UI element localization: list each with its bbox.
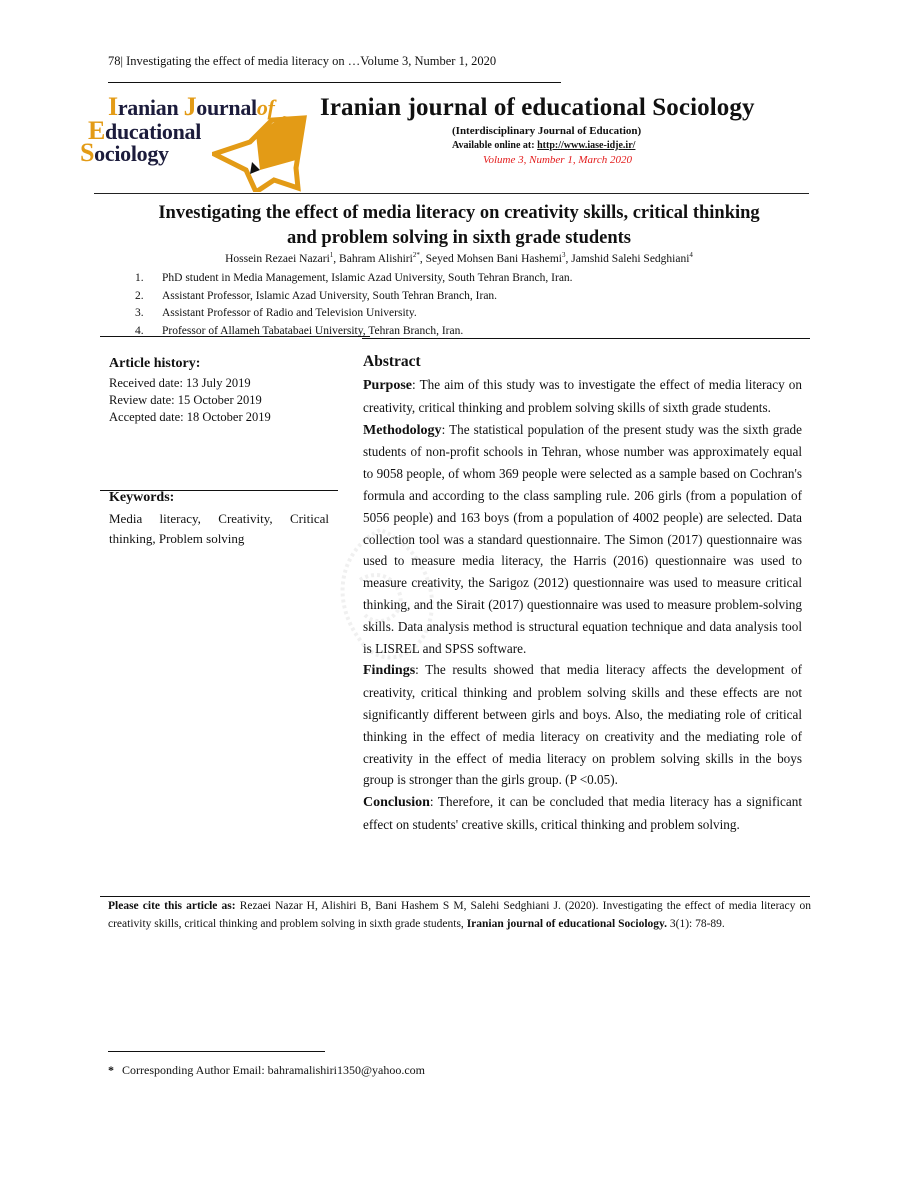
abstract-heading: Abstract (363, 353, 421, 370)
citation-pages: 3(1): 78-89. (667, 917, 725, 930)
affiliation-item (135, 305, 573, 323)
section-label: Findings (363, 663, 416, 679)
logo-text: ducational (105, 119, 202, 144)
author: Seyed Mohsen Bani Hashemi (425, 252, 562, 265)
footnote (108, 1063, 425, 1078)
logo-cap-i: I (108, 92, 118, 121)
section-text: : The results showed that media literacy affects the development of creativity, critical thinking and problem solving skills and these effects are not significantly different between girls and boys. Also, the mediating role of critical thinking in the effect of media literacy on creativity and the mediating role of creativity in the effect of media literacy on problem solving skills in the boys group is stronger than the girls group. (P <0.05). (363, 662, 802, 788)
logo-text: ournal (196, 95, 257, 120)
journal-title: Iranian journal of educational Sociology (320, 94, 755, 121)
affiliation-item (135, 270, 573, 288)
citation-rule (100, 896, 810, 897)
author-list: Hossein Rezaei Nazari$^1$, Bahram Alishiri$^{2*}$, Seyed Mohsen Bani Hashemi$^3$, Jamshid Salehi Sedghiani$^4$ (225, 251, 693, 265)
abstract-conclusion (363, 791, 802, 836)
article-title-line-2: and problem solving in sixth grade students (286, 228, 632, 248)
affiliation-text: PhD student in Media Management, Islamic Azad University, South Tehran Branch, Iran. (162, 272, 573, 284)
citation-label: Please cite this article as: (108, 900, 236, 912)
journal-logo (80, 92, 310, 192)
running-header-text: Investigating the effect of media literacy on …Volume 3, Number 1, 2020 (126, 54, 497, 68)
abstract-purpose (363, 374, 802, 419)
logo-of: of (256, 95, 275, 120)
abstract-methodology (363, 419, 802, 660)
footnote-text: Corresponding Author Email: bahramalishiri1350@yahoo.com (122, 1063, 425, 1077)
affiliation-text: Professor of Allameh Tabatabaei University, Tehran Branch, Iran. (162, 324, 464, 337)
review-date: Review date: 15 October 2019 (109, 393, 262, 407)
logo-text: ranian (117, 95, 184, 120)
accepted-date: Accepted date: 18 October 2019 (109, 410, 271, 424)
logo-cap-e: E (88, 116, 106, 145)
author-sup: 1 (329, 251, 334, 259)
author: Bahram Alishiri (339, 252, 413, 265)
author: Jamshid Salehi Sedghiani (571, 252, 690, 265)
section-text: : The aim of this study was to investigate the effect of media literacy on creativity, critical thinking and problem solving skills of sixth grade students. (363, 377, 802, 415)
author-sup: 4 (689, 251, 693, 259)
affiliation-rule-right (362, 338, 810, 339)
header-rule (108, 82, 561, 83)
affiliation-item (135, 288, 573, 306)
logo-line-3 (80, 138, 169, 168)
logo-cap-j: J (183, 92, 197, 121)
keywords-heading: Keywords: (109, 490, 175, 505)
abstract-findings (363, 659, 802, 791)
section-label: Conclusion (363, 795, 430, 811)
keywords-list: Media literacy, Creativity, Critical thinking, Problem solving (109, 511, 329, 546)
logo-cap-s: S (80, 138, 95, 167)
author-sup: 2* (412, 251, 420, 259)
page-number: 78 (108, 54, 121, 68)
running-header (108, 54, 496, 69)
journal-volume: Volume 3, Number 1, March 2020 (483, 154, 632, 166)
affiliation-number: 2. (135, 289, 144, 302)
article-history-heading: Article history: (109, 356, 201, 371)
article-title-line-1: Investigating the effect of media literacy on creativity skills, critical thinking (158, 203, 760, 223)
footnote-marker: * (108, 1063, 114, 1077)
section-label: Methodology (363, 422, 442, 438)
footnote-rule (108, 1051, 325, 1052)
affiliation-rule-left (100, 336, 370, 337)
received-date: Received date: 13 July 2019 (109, 376, 251, 390)
journal-online (452, 140, 635, 151)
section-label: Purpose (363, 378, 412, 393)
section-text: : Therefore, it can be concluded that media literacy has a significant effect on students' creative skills, critical thinking and problem solving. (363, 794, 802, 832)
affiliation-text: Assistant Professor of Radio and Television University. (162, 307, 417, 319)
online-label: Available online at: (452, 140, 538, 151)
affiliation-text: Assistant Professor, Islamic Azad University, South Tehran Branch, Iran. (162, 289, 498, 302)
section-text: : The statistical population of the present study was the sixth grade students of non-profit schools in Tehran, whose number was approximately equal to 9058 people, of whom 369 people were selected as a sample based on Cochran's formula and according to the class sampling rule. 206 girls (from a population of 5056 people) and 163 boys (from a population of 4002 people) are selected. Data collection tool was a standard questionnaire. The Simon (2017) questionnaire was used to measure media literacy, the Harris (2016) questionnaire was used to measure creativity, the Sarigoz (2012) questionnaire was used to measure critical thinking, and the Sirait (2017) questionnaire was used to measure problem-solving skills. Data analysis method is structural equation technique and data analysis tool is LISREL and SPSS software. (363, 421, 802, 656)
citation-text: Rezaei Nazar H, Alishiri B, Bani Hashem S M, Salehi Sedghiani J. (2020). Investigating the effect of media literacy on creativity skills, critical thinking and problem solving in sixth grade students, (108, 900, 811, 930)
logo-text: ociology (94, 141, 169, 166)
header-separator: | (120, 54, 124, 68)
author: Hossein Rezaei Nazari (225, 252, 330, 265)
citation-journal: Iranian journal of educational Sociology. (466, 917, 667, 930)
affiliation-number: 4. (135, 324, 144, 337)
journal-subtitle: (Interdisciplinary Journal of Education) (452, 125, 642, 137)
abstract-body (363, 374, 802, 836)
article-title (100, 201, 818, 251)
author-sup: 3 (561, 251, 566, 259)
affiliation-list (135, 270, 573, 340)
masthead-rule (94, 193, 809, 194)
journal-url-link[interactable]: http://www.iase-idje.ir/ (537, 140, 636, 151)
citation-block (108, 898, 811, 933)
affiliation-number: 3. (135, 307, 144, 319)
pencil-star-icon (212, 112, 312, 192)
affiliation-number: 1. (135, 272, 144, 284)
